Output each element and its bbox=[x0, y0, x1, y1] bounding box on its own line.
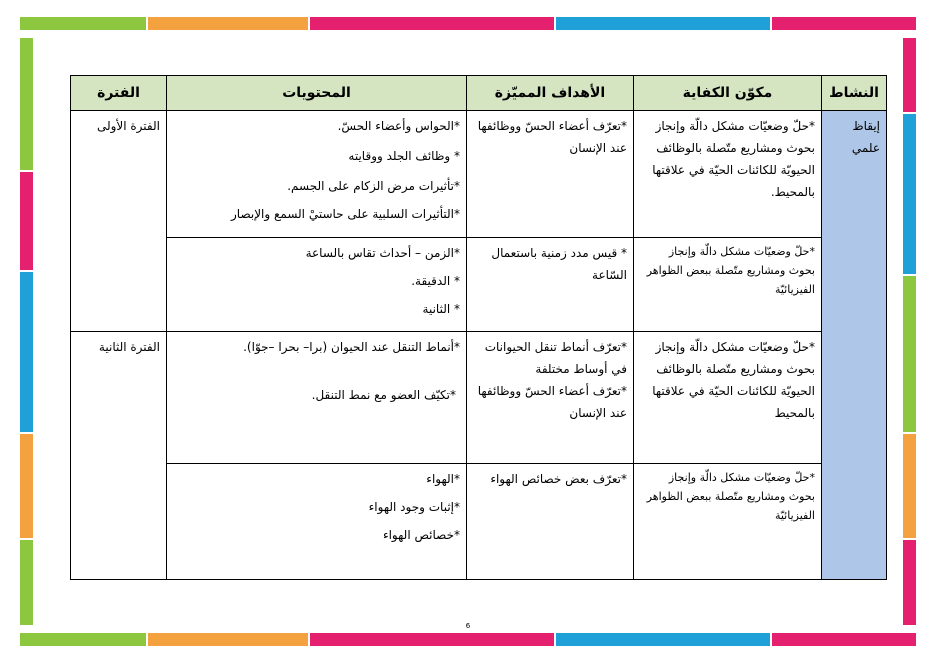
contents-cell bbox=[167, 331, 467, 464]
content-item: * وظائف الجلد ووقايته bbox=[348, 149, 460, 163]
objective-item: *تعرّف أعضاء الحسّ ووظائفها عند الإنسان bbox=[477, 119, 627, 155]
frame-segment bbox=[20, 17, 146, 30]
table-row bbox=[71, 111, 887, 238]
objective-item: * قيس مدد زمنية باستعمال السّاعة bbox=[491, 245, 627, 282]
frame-segment bbox=[772, 633, 916, 646]
curriculum-table bbox=[70, 75, 887, 580]
frame-segment bbox=[556, 633, 770, 646]
objectives-cell bbox=[467, 237, 634, 331]
table-row bbox=[71, 331, 887, 464]
contents-cell bbox=[167, 237, 467, 331]
content-item: *إثبات وجود الهواء bbox=[368, 500, 460, 515]
objective-item: *تعرّف أنماط تنقل الحيوانات في أوساط مختلفة bbox=[484, 339, 627, 376]
header-objectives: الأهداف المميّزة bbox=[467, 76, 634, 111]
frame-segment bbox=[148, 17, 308, 30]
content-item: *التأثيرات السلبية على حاستيْ السمع والإبصار bbox=[231, 207, 460, 221]
frame-segment bbox=[20, 633, 146, 646]
content-item: * الثانية bbox=[422, 301, 460, 316]
component-cell: *حلّ وضعيّات مشكل دالّة وإنجاز بحوث ومشاريع متّصلة ببعض الظواهر الفيزيائيّة bbox=[634, 237, 822, 331]
frame-segment bbox=[903, 434, 916, 538]
content-item: *خصائص الهواء bbox=[382, 528, 460, 543]
activity-cell: إيقاظ علمي bbox=[822, 111, 887, 580]
frame-segment bbox=[903, 38, 916, 112]
component-cell: *حلّ وضعيّات مشكل دالّة وإنجاز بحوث ومشاريع متّصلة بالوظائف الحيويّة للكائنات الحيّة في علاقتها بالمحيط. bbox=[634, 111, 822, 238]
objective-item: *تعرّف بعض خصائص الهواء bbox=[490, 472, 627, 487]
objective-item: *تعرّف أعضاء الحسّ ووظائفها عند الإنسان bbox=[477, 383, 627, 420]
table-header-row bbox=[71, 76, 887, 111]
header-activity: النشاط bbox=[822, 76, 887, 111]
frame-segment bbox=[20, 272, 33, 432]
component-cell: *حلّ وضعيّات مشكل دالّة وإنجاز بحوث ومشاريع متّصلة بالوظائف الحيويّة للكائنات الحيّة في علاقتها بالمحيط bbox=[634, 331, 822, 464]
content-item: *أنماط التنقل عند الحيوان (برا– بحرا –جوّا). bbox=[243, 339, 460, 354]
objectives-cell bbox=[467, 331, 634, 464]
frame-segment bbox=[556, 17, 770, 30]
period-cell: الفترة الأولى bbox=[71, 111, 167, 332]
objectives-cell bbox=[467, 464, 634, 580]
header-contents: المحتويات bbox=[167, 76, 467, 111]
frame-segment bbox=[20, 434, 33, 538]
frame-segment bbox=[148, 633, 308, 646]
content-item: *الهواء bbox=[426, 472, 460, 487]
table-row bbox=[71, 464, 887, 580]
contents-cell bbox=[167, 111, 467, 238]
content-item: *الحواس وأعضاء الحسّ. bbox=[337, 119, 460, 133]
frame-segment bbox=[20, 172, 33, 270]
frame-segment bbox=[903, 276, 916, 432]
content-item: *تأثيرات مرض الزكام على الجسم. bbox=[287, 179, 460, 193]
frame-segment bbox=[20, 540, 33, 625]
frame-segment bbox=[20, 38, 33, 170]
frame-segment bbox=[310, 633, 554, 646]
frame-segment bbox=[903, 540, 916, 625]
table-row bbox=[71, 237, 887, 331]
header-component: مكوّن الكفاية bbox=[634, 76, 822, 111]
header-period: الفترة bbox=[71, 76, 167, 111]
page-number: 6 bbox=[465, 622, 471, 630]
frame-segment bbox=[903, 114, 916, 274]
component-cell: *حلّ وضعيّات مشكل دالّة وإنجاز بحوث ومشاريع متّصلة ببعض الظواهر الفيزيائيّة bbox=[634, 464, 822, 580]
objectives-cell bbox=[467, 111, 634, 238]
frame-segment bbox=[772, 17, 916, 30]
content-item: * الدقيقة. bbox=[411, 273, 460, 288]
frame-segment bbox=[310, 17, 554, 30]
period-cell: الفترة الثانية bbox=[71, 331, 167, 579]
contents-cell bbox=[167, 464, 467, 580]
content-item: *الزمن – أحداث تقاس بالساعة bbox=[305, 245, 460, 260]
content-item: *تكيّف العضو مع نمط التنقل. bbox=[311, 387, 456, 402]
